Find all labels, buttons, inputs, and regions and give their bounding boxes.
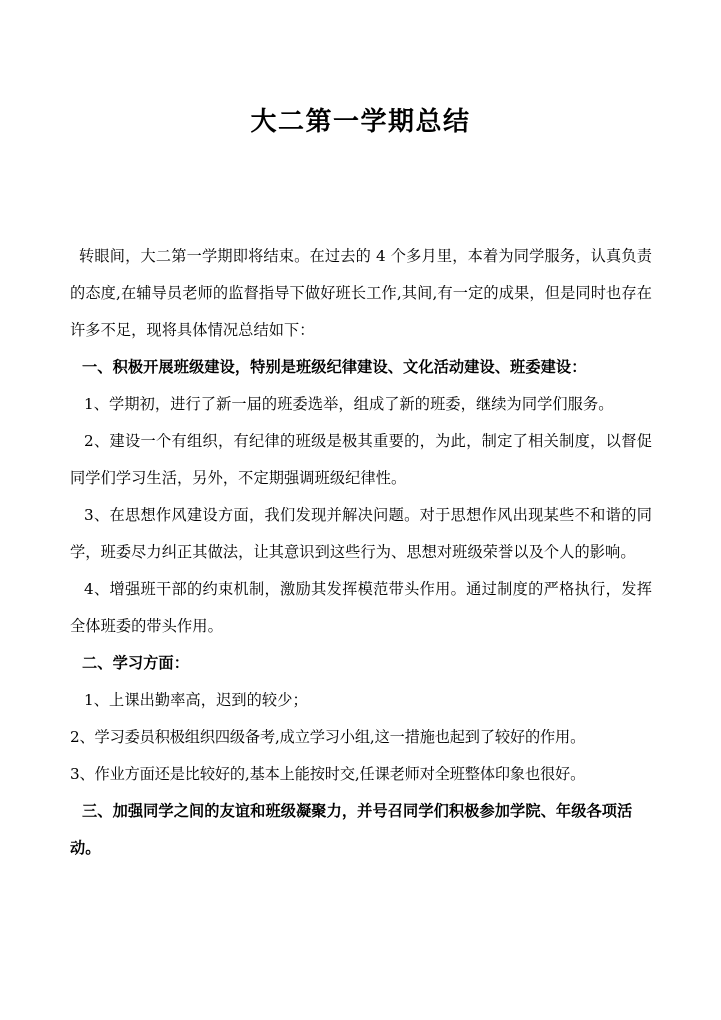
paragraph-section-2-item-2: 2、学习委员积极组织四级备考,成立学习小组,这一措施也起到了较好的作用。 <box>70 728 586 746</box>
paragraph-section-2-item-3: 3、作业方面还是比较好的,基本上能按时交,任课老师对全班整体印象也很好。 <box>70 765 586 783</box>
paragraph-section-1-item-2: 2、建设一个有组织，有纪律的班级是极其重要的，为此，制定了相关制度，以督促同学们学习生活，另外，不定期强调班级纪律性。 <box>70 432 652 487</box>
paragraph-section-1-heading: 一、积极开展班级建设，特别是班级纪律建设、文化活动建设、班委建设： <box>82 358 587 376</box>
document-body <box>70 238 652 867</box>
paragraph-section-1-item-1: 1、学期初，进行了新一届的班委选举，组成了新的班委，继续为同学们服务。 <box>84 395 614 413</box>
paragraph-section-2-item-1: 1、上课出勤率高，迟到的较少； <box>84 691 308 709</box>
page-title: 大二第一学期总结 <box>250 107 471 138</box>
paragraph-section-2-heading: 二、学习方面： <box>82 654 190 672</box>
paragraph-section-1-item-3: 3、在思想作风建设方面，我们发现并解决问题。对于思想作风出现某些不和谐的同学，班委尽力纠正其做法，让其意识到这些行为、思想对班级荣誉以及个人的影响。 <box>70 506 652 561</box>
paragraph-intro: 转眼间，大二第一学期即将结束。在过去的 4 个多月里，本着为同学服务，认真负责的态度,在辅导员老师的监督指导下做好班长工作,其间,有一定的成果，但是同时也存在许多不足，现将具体情况总结如下： <box>70 247 652 339</box>
paragraph-section-3-heading: 三、加强同学之间的友谊和班级凝聚力，并号召同学们积极参加学院、年级各项活动。 <box>70 802 633 857</box>
paragraph-section-1-item-4: 4、增强班干部的约束机制，激励其发挥模范带头作用。通过制度的严格执行，发挥全体班委的带头作用。 <box>70 580 652 635</box>
